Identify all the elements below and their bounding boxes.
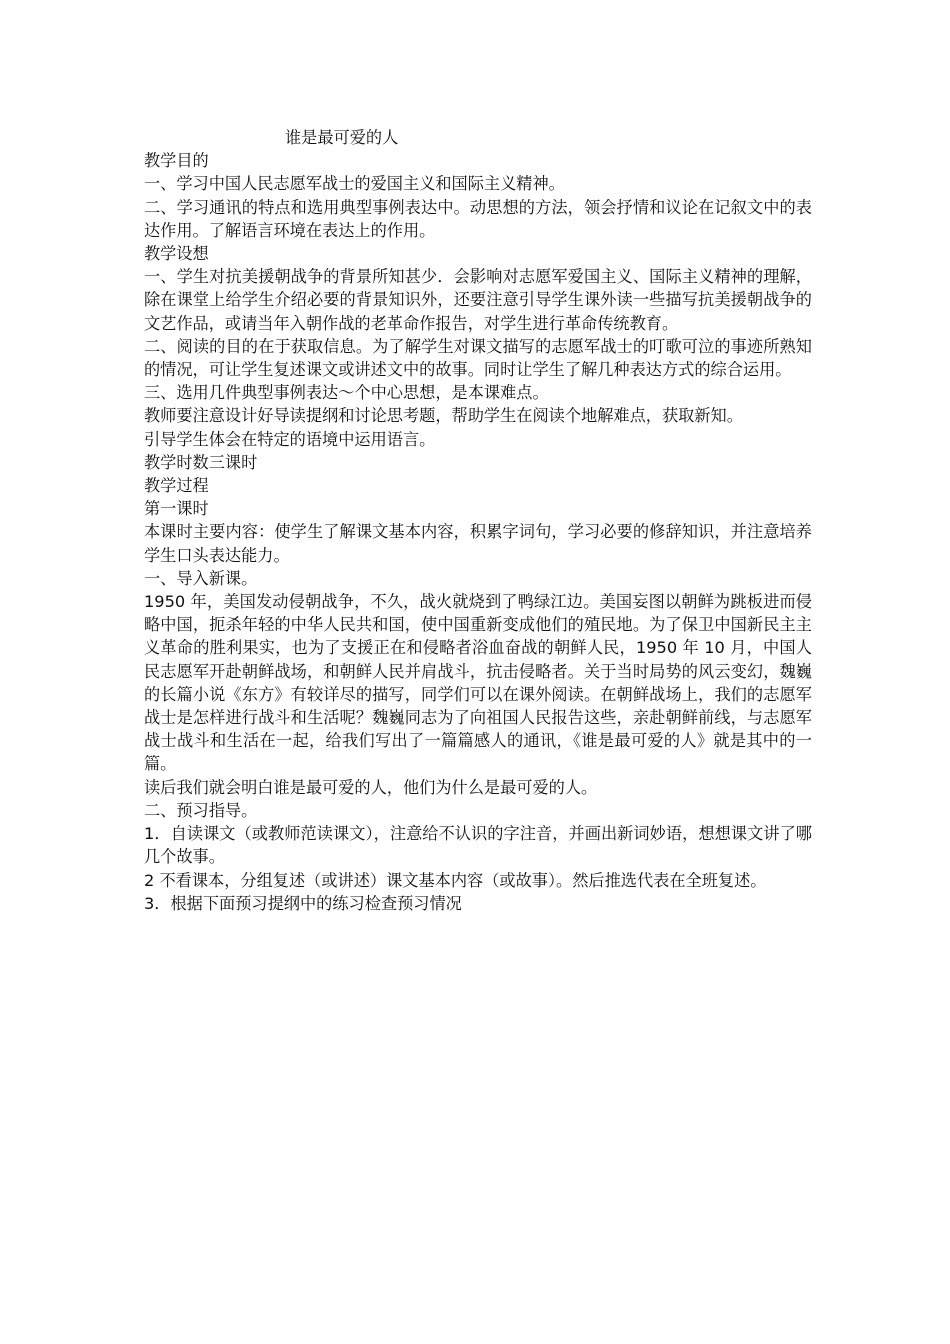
paragraph: 三、选用几件典型事例表达～个中心思想，是本课难点。 xyxy=(144,383,549,403)
paragraph: 3．根据下面预习提纲中的练习检查预习情况 xyxy=(144,893,462,913)
paragraph: 教师要注意设计好导读提纲和讨论思考题，帮助学生在阅读个地解难点，获取新知。 xyxy=(144,406,743,426)
section-heading-class-hours: 教学时数三课时 xyxy=(144,452,258,472)
paragraph: 引导学生体会在特定的语境中运用语言。 xyxy=(144,429,436,449)
section-heading-teaching-ideas: 教学设想 xyxy=(144,244,209,264)
paragraph: 1．自读课文（或教师范读课文），注意给不认识的字注音，并画出新词妙语，想想课文讲了哪几个故事。 xyxy=(144,824,812,867)
section-heading-first-lesson: 第一课时 xyxy=(144,499,209,519)
paragraph: 读后我们就会明白谁是最可爱的人，他们为什么是最可爱的人。 xyxy=(144,777,598,797)
paragraph: 二、预习指导。 xyxy=(144,800,258,820)
paragraph: 1950 年，美国发动侵朝战争，不久，战火就烧到了鸭绿江边。美国妄图以朝鲜为跳板进而侵略中国，扼杀年轻的中华人民共和国，使中国重新变成他们的殖民地。为了保卫中国新民主主义革命的胜利果实，也为了支援正在和侵略者浴血奋战的朝鲜人民，1950 年 10 月，中国人民志愿军开赴朝鲜战场，和朝鲜人民并肩战斗，抗击侵略者。关于当时局势的风云变幻，魏巍的长篇小说《东方》有较详尽的描写，同学们可以在课外阅读。在朝鲜战场上，我们的志愿军战士是怎样进行战斗和生活呢？魏巍同志为了向祖国人民报告这些，亲赴朝鲜前线，与志愿军战士战斗和生活在一起，给我们写出了一篇篇感人的通讯，《谁是最可爱的人》就是其中的一篇。 xyxy=(144,592,812,774)
paragraph: 2 不看课本，分组复述（或讲述）课文基本内容（或故事）。然后推选代表在全班复述。 xyxy=(144,870,767,890)
paragraph: 一、导入新课。 xyxy=(144,568,258,588)
document-body xyxy=(144,126,812,915)
paragraph: 二、学习通讯的特点和选用典型事例表达中。动思想的方法，领会抒情和议论在记叙文中的表达作用。了解语言环境在表达上的作用。 xyxy=(144,197,812,240)
section-heading-teaching-goals: 教学目的 xyxy=(144,151,209,171)
paragraph: 一、学生对抗美援朝战争的背景所知甚少．会影响对志愿军爱国主义、国际主义精神的理解，除在课堂上给学生介绍必要的背景知识外，还要注意引导学生课外读一些描写抗美援朝战争的文艺作品，或请当年入朝作战的老革命作报告，对学生进行革命传统教育。 xyxy=(144,267,812,333)
paragraph: 二、阅读的目的在于获取信息。为了解学生对课文描写的志愿军战士的叮歌可泣的事迹所熟知的情况，可让学生复述课文或讲述文中的故事。同时让学生了解几种表达方式的综合运用。 xyxy=(144,336,812,380)
section-heading-teaching-process: 教学过程 xyxy=(144,476,209,496)
paragraph: 一、学习中国人民志愿军战士的爱国主义和国际主义精神。 xyxy=(144,174,565,194)
paragraph: 本课时主要内容：使学生了解课文基本内容，积累字词句，学习必要的修辞知识，并注意培养学生口头表达能力。 xyxy=(144,522,812,565)
document-title: 谁是最可爱的人 xyxy=(285,128,399,147)
